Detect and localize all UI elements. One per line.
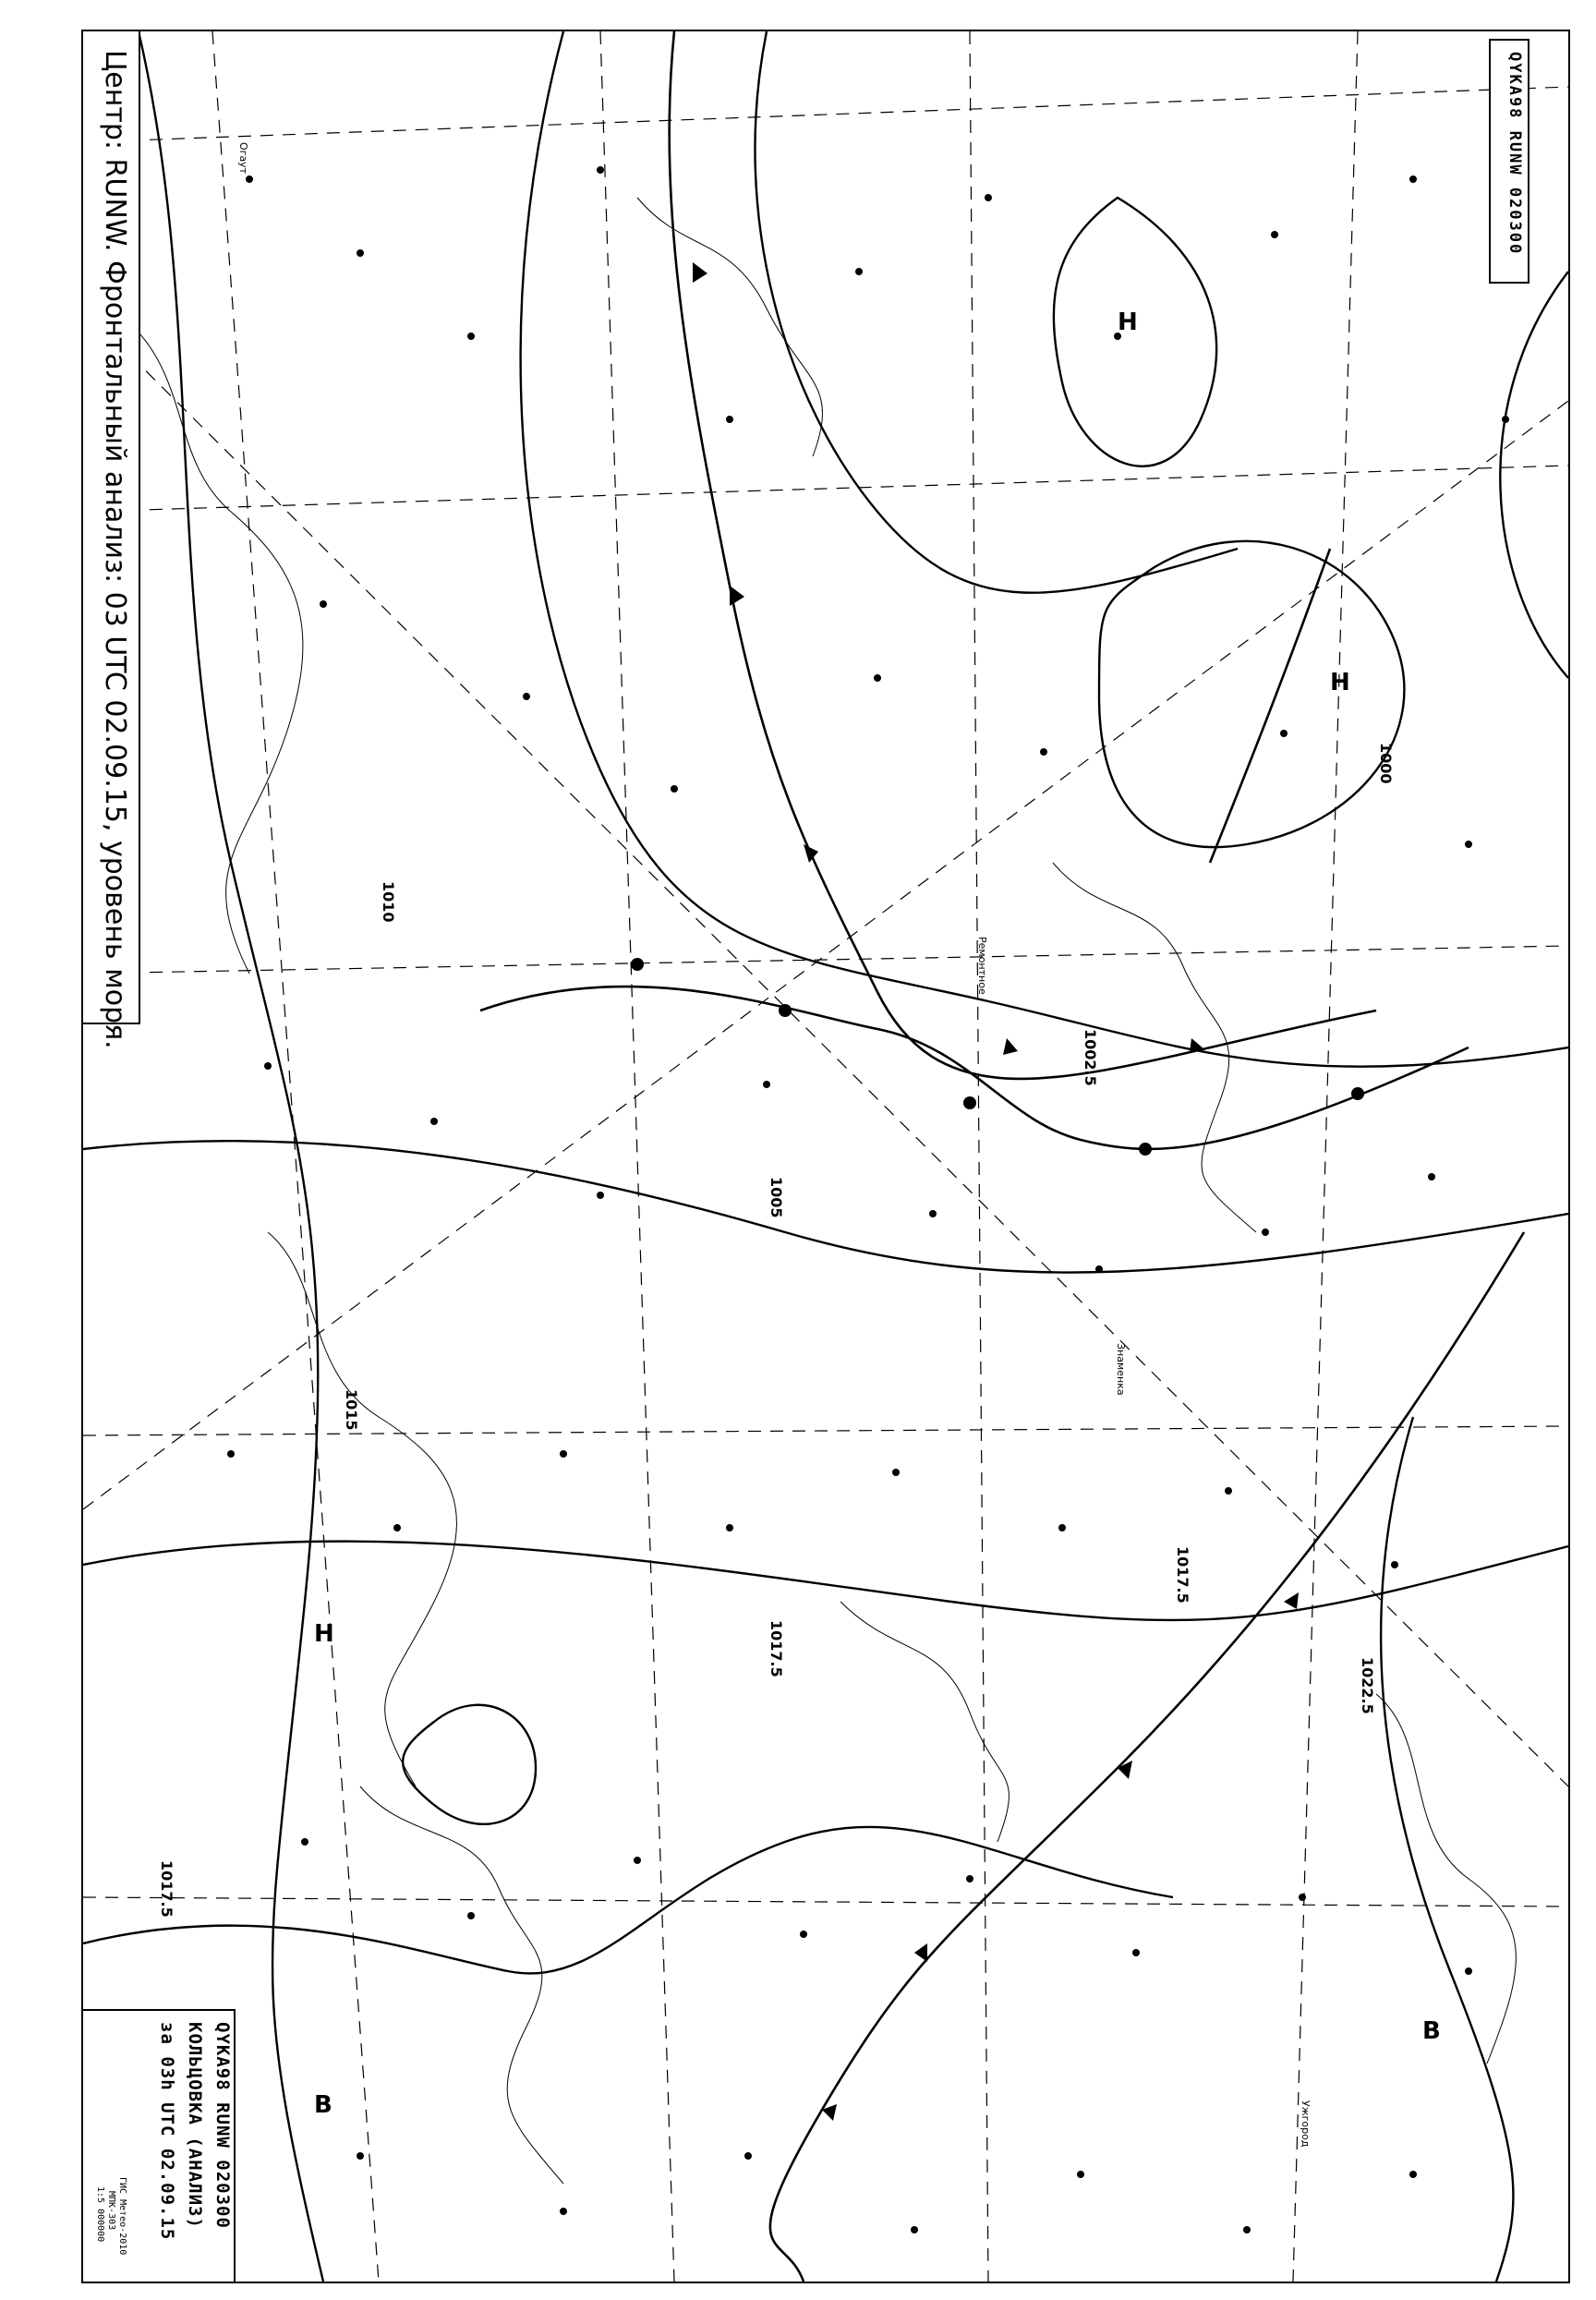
- place-label: Огаут: [237, 142, 249, 175]
- low-pressure-center: Н: [314, 1620, 334, 1648]
- legend-source: ГИС Метео-2010: [117, 2177, 127, 2256]
- low-pressure-center: Н: [1118, 309, 1138, 336]
- map-legend: [83, 2009, 236, 2282]
- fronts: [480, 31, 1524, 2282]
- high-pressure-center: В: [314, 2091, 332, 2119]
- isobar-label: 1022.5: [1359, 1657, 1376, 1714]
- bulletin-code-box: [1489, 39, 1530, 284]
- low-pressure-center: Н: [1330, 669, 1350, 696]
- isobar-label: 1005: [768, 1177, 785, 1218]
- place-label: Ужгород: [1300, 2100, 1312, 2148]
- place-label: Ремонтное: [976, 937, 988, 995]
- isobar-label: 1010: [380, 881, 397, 923]
- station-plots: [227, 166, 1509, 2233]
- analysis-title: Центр: RUNW. Фронтальный анализ: 03 UTC 02.09.15, уровень моря.: [99, 50, 131, 1049]
- coastlines: [111, 198, 1516, 2184]
- high-pressure-center: В: [1422, 2017, 1441, 2045]
- map-canvas: [83, 31, 1568, 2282]
- analysis-header: [83, 31, 140, 1049]
- isobar-label: 1017.5: [1174, 1546, 1191, 1604]
- isobar-label: 1017.5: [768, 1620, 785, 1677]
- isobars: [83, 31, 1568, 2282]
- legend-valid-time: за 03h UTC 02.09.15: [157, 2022, 177, 2241]
- legend-bulletin-code: QYKA98 RUNW 020300: [212, 2022, 233, 2229]
- legend-organization: МПК-303: [106, 2191, 116, 2231]
- front-semicircles: [631, 958, 1364, 1156]
- weather-map: [81, 30, 1570, 2283]
- legend-chart-kind: КОЛЬЦОВКА (АНАЛИЗ): [185, 2022, 205, 2229]
- bulletin-code: QYKA98 RUNW 020300: [1505, 52, 1524, 256]
- place-label: Знаменка: [1115, 1343, 1127, 1396]
- isobar-label: 1002.5: [1082, 1029, 1099, 1086]
- isobar-label: 1017.5: [158, 1860, 175, 1918]
- coordinate-grid: [83, 31, 1568, 2282]
- legend-scale: 1:5 000000: [95, 2186, 105, 2243]
- isobar-label: 1000: [1377, 743, 1395, 784]
- isobar-label: 1015: [343, 1389, 360, 1431]
